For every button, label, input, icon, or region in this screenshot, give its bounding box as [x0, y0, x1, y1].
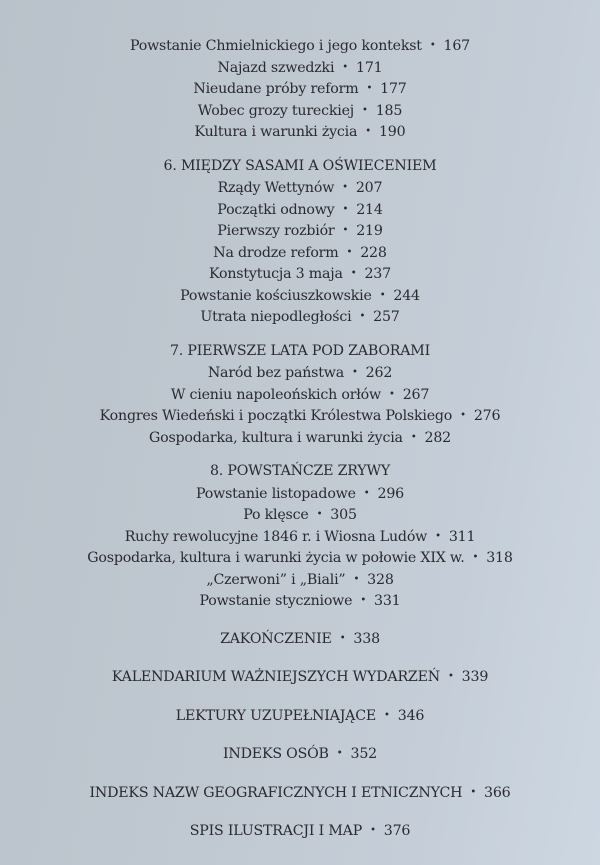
- toc-entry: [0, 220, 600, 242]
- bullet: •: [342, 203, 349, 215]
- toc-entry: [0, 427, 600, 449]
- bullet: •: [360, 595, 367, 606]
- toc-entry: [0, 504, 600, 526]
- toc-entry: [0, 362, 600, 384]
- bullet: •: [342, 182, 348, 193]
- entry-title: Powstanie kościuszkowskie: [180, 287, 372, 304]
- bullet: •: [342, 225, 349, 236]
- entry-page: 262: [365, 365, 393, 381]
- bullet: •: [470, 786, 477, 798]
- entry-page: 177: [380, 81, 407, 97]
- entry-page: 305: [330, 507, 357, 523]
- entry-title: KALENDARIUM WAŻNIEJSZYCH WYDARZEŃ: [111, 669, 440, 685]
- bullet: •: [365, 126, 371, 137]
- entry-title: SPIS ILUSTRACJI I MAP: [189, 823, 363, 839]
- entry-page: 282: [424, 429, 451, 446]
- entry-title: Gospodarka, kultura i warunki życia w połowie XIX w.: [87, 550, 465, 566]
- entry-title: Naród bez państwa: [207, 365, 344, 381]
- toc-entry: [0, 590, 600, 612]
- bullet: •: [339, 632, 346, 644]
- toc-entry: [0, 199, 600, 221]
- entry-title: Powstanie Chmielnickiego i jego kontekst: [130, 38, 422, 54]
- entry-page: 339: [461, 669, 489, 685]
- toc-entry: [0, 35, 600, 57]
- chapter-6: [0, 156, 600, 328]
- chapter-7: [0, 341, 600, 449]
- bullet: •: [342, 61, 348, 73]
- entry-title: Pierwszy rozbiór: [217, 223, 335, 239]
- toc-entry: [0, 242, 600, 264]
- toc-entry: [0, 306, 600, 328]
- entry-page: 190: [378, 124, 406, 140]
- toc-entry: [0, 177, 600, 199]
- entry-title: Powstanie listopadowe: [196, 485, 356, 502]
- entry-page: 296: [377, 485, 404, 502]
- back-matter-entry: [0, 705, 600, 727]
- entry-page: 207: [355, 180, 383, 196]
- entry-page: 219: [356, 223, 383, 239]
- entry-title: Wobec grozy tureckiej: [197, 102, 354, 119]
- toc-entry: [0, 285, 600, 307]
- entry-title: Nieudane próby reform: [193, 81, 359, 97]
- entry-page: 214: [356, 201, 383, 218]
- toc-entry: [0, 57, 600, 79]
- bullet: •: [460, 410, 466, 421]
- entry-page: 167: [443, 38, 470, 54]
- entry-title: W cieniu napoleońskich orłów: [170, 386, 381, 403]
- toc-entry: [0, 483, 600, 505]
- entry-page: 267: [402, 386, 430, 403]
- toc-entry: [0, 547, 600, 569]
- chapter-8: [0, 461, 600, 612]
- bullet: •: [350, 268, 357, 279]
- toc-entry: [0, 526, 600, 548]
- entry-title: LEKTURY UZUPEŁNIAJĄCE: [175, 707, 377, 724]
- bullet: •: [435, 530, 441, 542]
- bullet: •: [362, 104, 368, 116]
- entry-page: 376: [383, 823, 411, 839]
- entry-page: 346: [397, 707, 425, 724]
- entry-page: 311: [448, 528, 476, 545]
- entry-title: Utrata niepodległości: [200, 309, 352, 325]
- entry-page: 276: [473, 408, 501, 424]
- bullet: •: [410, 431, 417, 443]
- entry-title: Gospodarka, kultura i warunki życia: [148, 429, 403, 446]
- bullet: •: [346, 246, 353, 258]
- back-matter-entry: [0, 628, 600, 650]
- bullet: •: [366, 83, 373, 94]
- entry-page: 171: [356, 59, 383, 76]
- toc-entry: [0, 384, 600, 406]
- bullet: •: [472, 552, 479, 563]
- back-matter-entry: [0, 743, 600, 765]
- entry-title: „Czerwoni” i „Biali”: [206, 571, 346, 588]
- toc-entry: [0, 569, 600, 591]
- chapter-heading: 7. PIERWSZE LATA POD ZABORAMI: [169, 342, 431, 359]
- entry-page: 352: [350, 746, 377, 762]
- entry-page: 328: [367, 571, 394, 588]
- entry-title: INDEKS NAZW GEOGRAFICZNYCH I ETNICZNYCH: [89, 784, 463, 801]
- toc-entry: [0, 78, 600, 100]
- entry-page: 185: [375, 102, 403, 119]
- entry-title: Ruchy rewolucyjne 1846 r. i Wiosna Ludów: [124, 528, 428, 545]
- entry-page: 366: [484, 784, 511, 801]
- bullet: •: [363, 487, 370, 499]
- continued-section: [0, 35, 600, 143]
- back-matter-entry: [0, 666, 600, 688]
- bullet: •: [429, 40, 436, 51]
- entry-title: Na drodze reform: [213, 244, 339, 261]
- bullet: •: [351, 367, 358, 378]
- bullet: •: [316, 509, 323, 520]
- bullet: •: [353, 573, 360, 585]
- bullet: •: [379, 289, 386, 301]
- entry-title: Kultura i warunki życia: [194, 124, 358, 140]
- entry-page: 237: [364, 266, 391, 282]
- bullet: •: [388, 388, 395, 400]
- entry-page: 338: [353, 630, 380, 647]
- entry-page: 228: [360, 244, 387, 261]
- entry-title: Kongres Wiedeński i początki Królestwa Polskiego: [99, 408, 453, 424]
- entry-title: Początki odnowy: [217, 201, 335, 218]
- entry-title: Konstytucja 3 maja: [209, 266, 343, 282]
- bullet: •: [370, 825, 376, 836]
- chapter-heading: 6. MIĘDZY SASAMI A OŚWIECENIEM: [163, 157, 437, 174]
- entry-title: INDEKS OSÓB: [223, 746, 329, 762]
- toc-entry: [0, 121, 600, 143]
- entry-page: 257: [373, 309, 400, 325]
- entry-title: Rządy Wettynów: [217, 180, 335, 196]
- toc-entry: [0, 100, 600, 122]
- entry-title: Najazd szwedzki: [217, 59, 335, 76]
- bullet: •: [447, 671, 454, 682]
- back-matter-entry: [0, 820, 600, 842]
- entry-page: 318: [486, 550, 513, 566]
- bullet: •: [359, 311, 366, 322]
- bullet: •: [336, 748, 343, 759]
- bullet: •: [384, 709, 390, 721]
- entry-title: ZAKOŃCZENIE: [220, 630, 332, 647]
- toc-entry: [0, 263, 600, 285]
- toc-entry: [0, 405, 600, 427]
- chapter-heading: 8. POWSTAŃCZE ZRYWY: [209, 463, 391, 479]
- entry-page: 244: [393, 287, 420, 304]
- entry-page: 331: [374, 593, 401, 609]
- table-of-contents: [0, 35, 600, 859]
- back-matter-entry: [0, 782, 600, 804]
- entry-title: Powstanie styczniowe: [199, 593, 353, 609]
- back-matter: [0, 628, 600, 842]
- entry-title: Po klęsce: [243, 507, 309, 523]
